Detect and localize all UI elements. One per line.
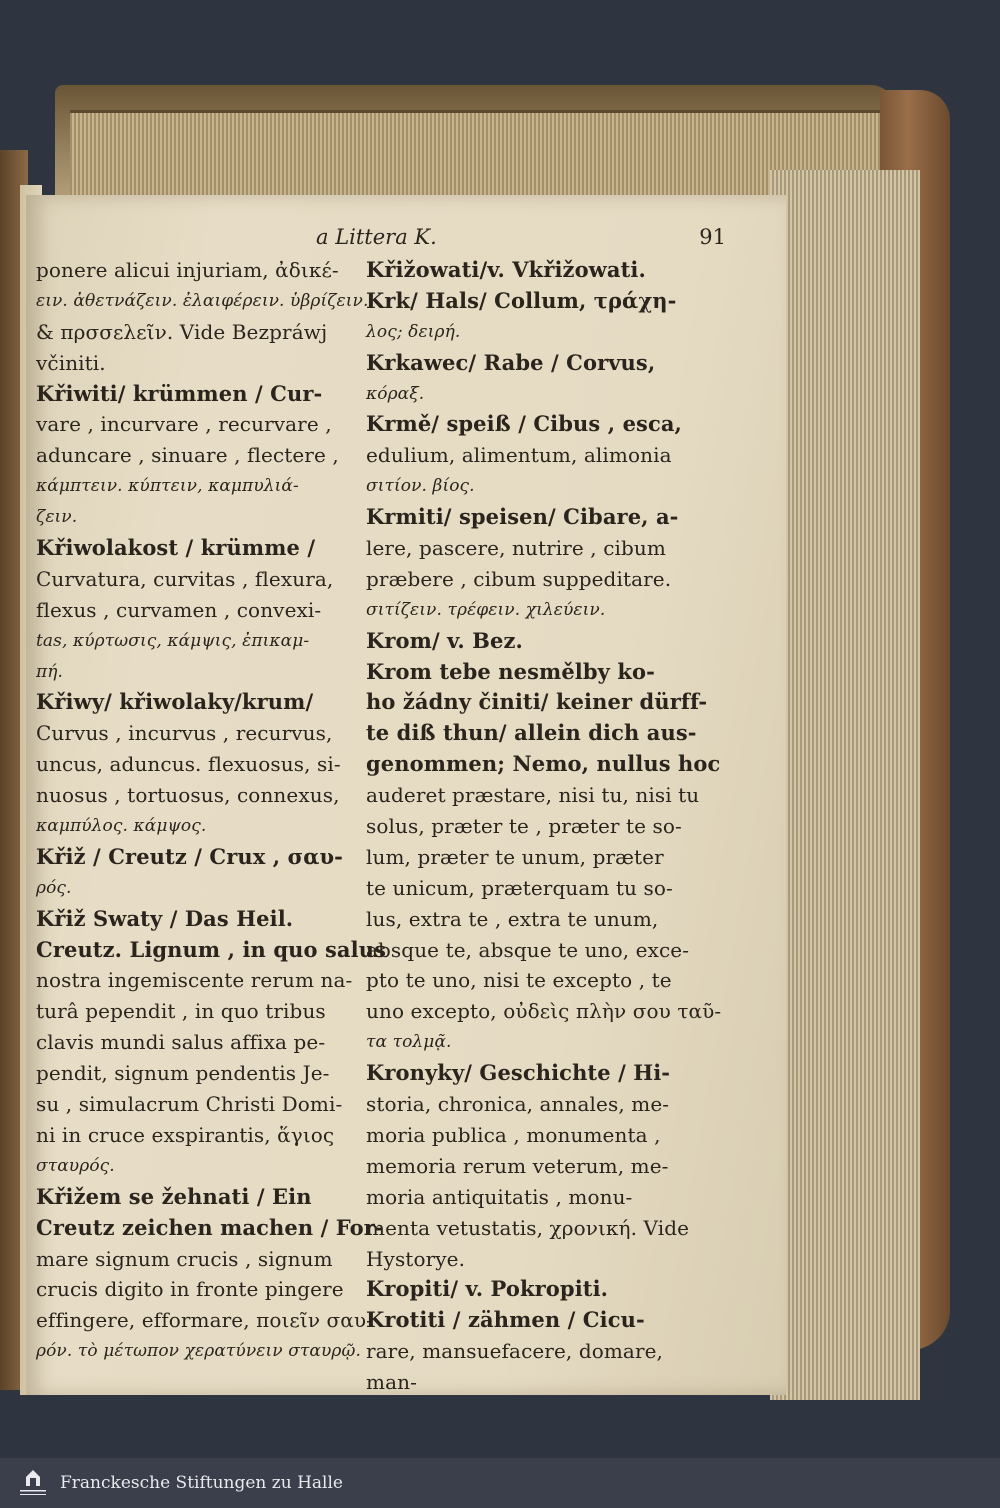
running-head: a Littera K.: [316, 225, 437, 249]
text-line: effingere, efformare, ποιεῖν σαυ-: [36, 1308, 374, 1333]
text-line: nuosus , tortuosus, connexus,: [36, 783, 340, 808]
text-line: Creutz. Lignum , in quo salus: [36, 936, 386, 962]
text-line: lum, præter te unum, præter: [366, 844, 664, 869]
text-line: vare , incurvare , recurvare ,: [36, 412, 332, 437]
text-line: uno excepto, οὐδεὶς πλὴν σου ταῦ-: [366, 999, 722, 1024]
footer-bar: [0, 1458, 1000, 1508]
text-line: Křiž / Creutz / Crux , σαυ-: [36, 843, 343, 869]
text-line: Křižowati/v. Vkřižowati.: [366, 257, 646, 282]
text-line: lere, pascere, nutrire , cibum: [366, 536, 666, 561]
text-line: πή.: [36, 661, 64, 682]
text-line: auderet præstare, nisi tu, nisi tu: [366, 783, 700, 808]
text-line: te unicum, præterquam tu so-: [366, 875, 673, 900]
text-line: κόραξ.: [366, 383, 425, 404]
institution-logo-icon: [16, 1466, 50, 1500]
book-page: [26, 195, 786, 1395]
text-line: aduncare , sinuare , flectere ,: [36, 443, 339, 468]
text-line: Curvus , incurvus , recurvus,: [36, 721, 333, 746]
text-line: pto te uno, nisi te excepto , te: [366, 968, 672, 993]
text-line: Krkawec/ Rabe / Corvus,: [366, 349, 656, 375]
text-line: ni in cruce exspirantis, ἅγιος: [36, 1122, 335, 1147]
text-line: genommen; Nemo, nullus hoc: [366, 751, 721, 777]
text-line: præbere , cibum suppeditare.: [366, 566, 672, 591]
text-line: σιτίζειν. τρέφειν. χιλεύειν.: [366, 599, 606, 620]
text-line: memoria rerum veterum, me-: [366, 1153, 669, 1178]
right-column: [366, 255, 736, 1398]
text-line: nostra ingemiscente rerum na-: [36, 968, 353, 993]
page-number: 91: [699, 225, 726, 249]
text-line: edulium, alimentum, alimonia: [366, 443, 672, 468]
text-line: ho žádny činiti/ keiner dürff-: [366, 689, 708, 715]
text-line: Křiwolakost / krümme /: [36, 535, 316, 561]
text-line: σταυρός.: [36, 1155, 115, 1176]
text-line: Curvatura, curvitas , flexura,: [36, 566, 334, 591]
text-line: ειν. ἀθετνάζειν. ἐλαιφέρειν. ὑβρίζειν.: [36, 290, 369, 311]
text-line: man-: [366, 1370, 417, 1395]
page-header: [316, 225, 726, 255]
text-line: tas, κύρτωσις, κάμψις, ἐπικαμ-: [36, 630, 310, 651]
page-stack-top-edge: [70, 110, 890, 203]
text-line: flexus , curvamen , convexi-: [36, 597, 322, 622]
text-line: Kronyky/ Geschichte / Hi-: [366, 1060, 671, 1086]
left-column: [36, 255, 386, 1367]
text-line: te diß thun/ allein dich aus-: [366, 720, 697, 746]
text-line: su , simulacrum Christi Domi-: [36, 1092, 343, 1117]
text-line: rare, mansuefacere, domare,: [366, 1339, 664, 1364]
text-line: storia, chronica, annales, me-: [366, 1092, 670, 1117]
text-line: Krom tebe nesmělby ko-: [366, 658, 655, 684]
text-line: Krk/ Hals/ Collum, τράχη-: [366, 287, 677, 313]
text-line: κάμπτειν. κύπτειν, καμπυλιά-: [36, 476, 299, 497]
text-line: λος; δειρή.: [366, 321, 461, 342]
text-line: moria publica , monumenta ,: [366, 1122, 661, 1147]
text-line: solus, præter te , præter te so-: [366, 814, 682, 839]
text-line: ρός.: [36, 877, 72, 898]
text-line: Creutz zeichen machen / For-: [36, 1214, 384, 1240]
text-line: Krmiti/ speisen/ Cibare, a-: [366, 504, 679, 530]
text-line: clavis mundi salus affixa pe-: [36, 1030, 326, 1055]
page-fore-edge: [770, 170, 920, 1400]
text-line: ρόν. τὸ μέτωπον χερατύνειν σταυρῷ.: [36, 1341, 361, 1362]
text-line: ponere alicui injuriam, ἀδικέ-: [36, 258, 339, 282]
text-line: ζειν.: [36, 507, 78, 528]
text-line: uncus, aduncus. flexuosus, si-: [36, 752, 341, 777]
text-line: Hystorye.: [366, 1246, 466, 1271]
text-line: σιτίον. βίος.: [366, 476, 475, 497]
text-line: Krotiti / zähmen / Cicu-: [366, 1307, 645, 1333]
text-line: & πρσσελεῖν. Vide Bezpráwj: [36, 319, 328, 344]
text-line: τα τολμᾷ.: [366, 1032, 452, 1053]
text-line: καμπύλος. κάμψος.: [36, 816, 207, 837]
institution-name: Franckesche Stiftungen zu Halle: [60, 1473, 343, 1493]
text-line: včiniti.: [36, 350, 106, 375]
text-line: Kropiti/ v. Pokropiti.: [366, 1276, 609, 1302]
text-line: Křiwiti/ krümmen / Cur-: [36, 380, 323, 406]
text-line: lus, extra te , extra te unum,: [366, 906, 659, 931]
text-line: turâ pependit , in quo tribus: [36, 999, 326, 1024]
text-line: moria antiquitatis , monu-: [366, 1184, 633, 1209]
text-line: Křižem se žehnati / Ein: [36, 1183, 312, 1209]
text-line: menta vetustatis, χρονική. Vide: [366, 1215, 690, 1240]
text-line: absque te, absque te uno, exce-: [366, 937, 690, 962]
text-line: mare signum crucis , signum: [36, 1246, 333, 1271]
text-line: Krom/ v. Bez.: [366, 627, 523, 653]
text-line: Krmě/ speiß / Cibus , esca,: [366, 411, 682, 437]
page-content: [26, 195, 786, 1395]
text-line: pendit, signum pendentis Je-: [36, 1061, 330, 1086]
text-line: Křiž Swaty / Das Heil.: [36, 905, 294, 931]
text-line: crucis digito in fronte pingere: [36, 1277, 344, 1302]
text-line: Křiwy/ křiwolaky/krum/: [36, 689, 314, 715]
